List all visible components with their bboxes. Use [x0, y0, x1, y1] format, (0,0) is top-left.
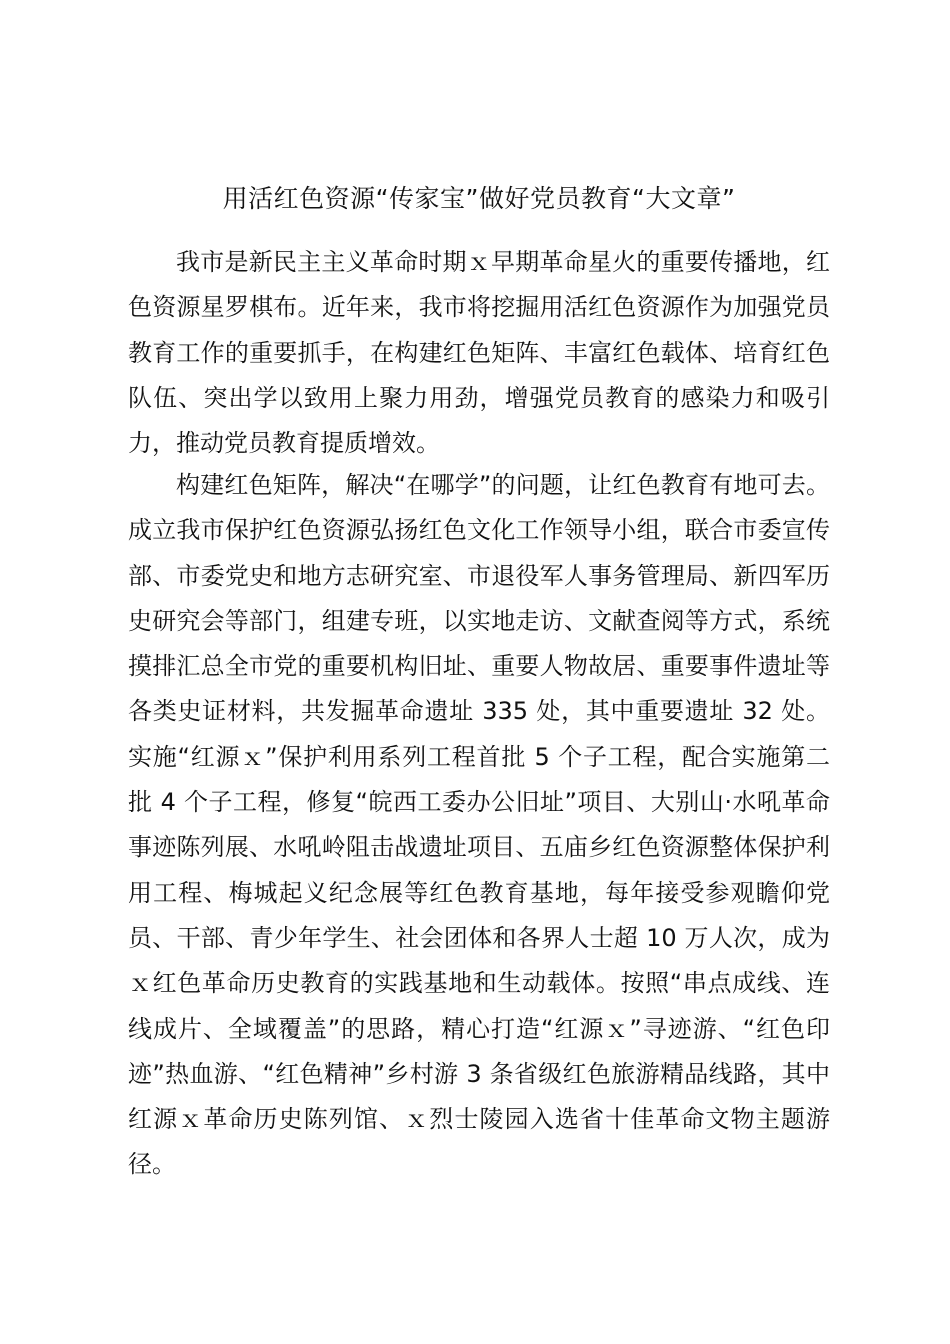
paragraph-intro: 我市是新民主主义革命时期ｘ早期革命星火的重要传播地，红色资源星罗棋布。近年来，我市将挖掘用活红色资源作为加强党员教育工作的重要抓手，在构建红色矩阵、丰富红色载体、培育红色队伍、突出学以致用上聚力用劲，增强党员教育的感染力和吸引力，推动党员教育提质增效。 — [128, 248, 830, 458]
paragraph-red-matrix: 构建红色矩阵，解决“在哪学”的问题，让红色教育有地可去。成立我市保护红色资源弘扬红色文化工作领导小组，联合市委宣传部、市委党史和地方志研究室、市退役军人事务管理局、新四军历史研究会等部门，组建专班，以实地走访、文献查阅等方式，系统摸排汇总全市党的重要机构旧址、重要人物故居、重要事件遗址等各类史证材料，共发掘革命遗址 335 处，其中重要遗址 32 处。实施“红源ｘ”保护利用系列工程首批 5 个子工程，配合实施第二批 4 个子工程，修复“皖西工委办公旧址”项目、大别山·水吼革命事迹陈列展、水吼岭阻击战遗址项目、五庙乡红色资源整体保护利用工程、梅城起义纪念展等红色教育基地，每年接受参观瞻仰党员、干部、青少年学生、社会团体和各界人士超 10 万人次，成为ｘ红色革命历史教育的实践基地和生动载体。按照“串点成线、连线成片、全域覆盖”的思路，精心打造“红源ｘ”寻迹游、“红色印迹”热血游、“红色精神”乡村游 3 条省级红色旅游精品线路，其中红源ｘ革命历史陈列馆、ｘ烈士陵园入选省十佳革命文物主题游径。 — [128, 471, 830, 1179]
document-title: 用活红色资源“传家宝”做好党员教育“大文章” — [222, 184, 736, 213]
